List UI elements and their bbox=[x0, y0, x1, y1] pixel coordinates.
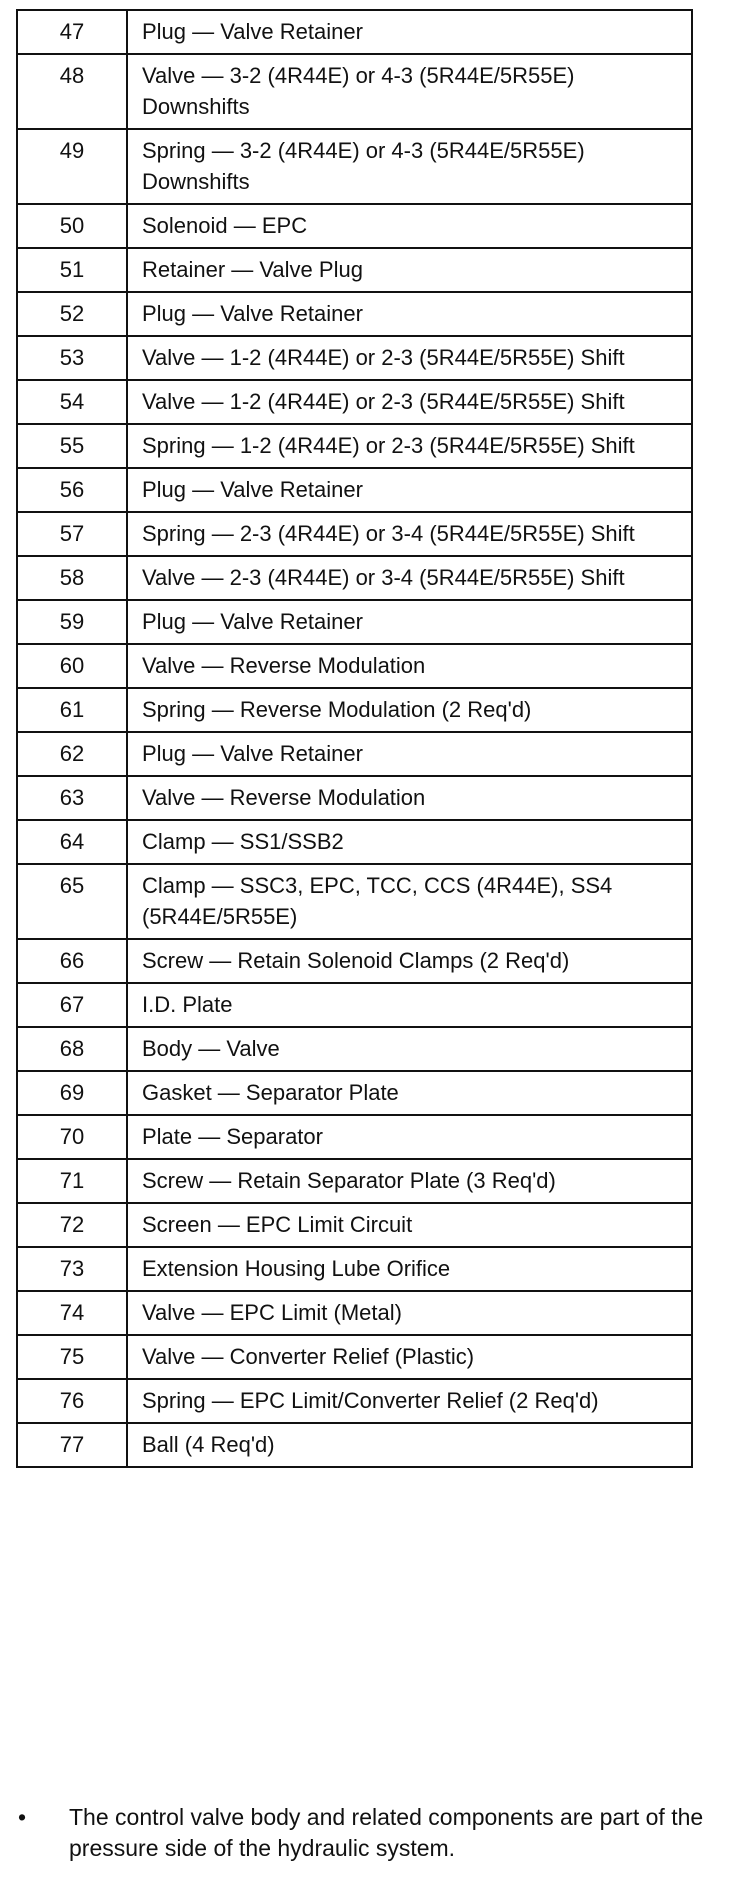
table-row bbox=[17, 1027, 692, 1071]
table-row bbox=[17, 600, 692, 644]
part-description: Valve — 3-2 (4R44E) or 4-3 (5R44E/5R55E) Downshifts bbox=[127, 54, 692, 129]
table-row bbox=[17, 380, 692, 424]
part-description: Plug — Valve Retainer bbox=[127, 10, 692, 54]
table-row bbox=[17, 292, 692, 336]
part-number: 70 bbox=[17, 1115, 127, 1159]
part-number: 64 bbox=[17, 820, 127, 864]
part-number: 61 bbox=[17, 688, 127, 732]
part-number: 76 bbox=[17, 1379, 127, 1423]
table-row bbox=[17, 1291, 692, 1335]
table-row bbox=[17, 336, 692, 380]
part-description: Spring — 3-2 (4R44E) or 4-3 (5R44E/5R55E) Downshifts bbox=[127, 129, 692, 204]
part-number: 60 bbox=[17, 644, 127, 688]
parts-table bbox=[16, 9, 693, 1468]
part-number: 49 bbox=[17, 129, 127, 204]
table-row bbox=[17, 468, 692, 512]
part-description: I.D. Plate bbox=[127, 983, 692, 1027]
table-row bbox=[17, 864, 692, 939]
table-row bbox=[17, 1335, 692, 1379]
table-row bbox=[17, 1159, 692, 1203]
part-description: Screw — Retain Separator Plate (3 Req'd) bbox=[127, 1159, 692, 1203]
part-number: 54 bbox=[17, 380, 127, 424]
footnote bbox=[18, 1802, 708, 1864]
part-description: Spring — 2-3 (4R44E) or 3-4 (5R44E/5R55E) Shift bbox=[127, 512, 692, 556]
part-description: Plug — Valve Retainer bbox=[127, 732, 692, 776]
part-number: 77 bbox=[17, 1423, 127, 1467]
part-description: Spring — 1-2 (4R44E) or 2-3 (5R44E/5R55E) Shift bbox=[127, 424, 692, 468]
part-description: Screen — EPC Limit Circuit bbox=[127, 1203, 692, 1247]
part-number: 66 bbox=[17, 939, 127, 983]
table-row bbox=[17, 688, 692, 732]
table-row bbox=[17, 1379, 692, 1423]
part-description: Plug — Valve Retainer bbox=[127, 292, 692, 336]
part-number: 69 bbox=[17, 1071, 127, 1115]
table-row bbox=[17, 1115, 692, 1159]
table-row bbox=[17, 1423, 692, 1467]
bullet-icon: • bbox=[18, 1804, 27, 1830]
part-number: 57 bbox=[17, 512, 127, 556]
part-description: Plug — Valve Retainer bbox=[127, 468, 692, 512]
part-description: Valve — 1-2 (4R44E) or 2-3 (5R44E/5R55E) Shift bbox=[127, 336, 692, 380]
table-row bbox=[17, 129, 692, 204]
table-row bbox=[17, 820, 692, 864]
part-number: 68 bbox=[17, 1027, 127, 1071]
part-description: Extension Housing Lube Orifice bbox=[127, 1247, 692, 1291]
part-description: Valve — Converter Relief (Plastic) bbox=[127, 1335, 692, 1379]
part-number: 65 bbox=[17, 864, 127, 939]
part-number: 75 bbox=[17, 1335, 127, 1379]
part-number: 71 bbox=[17, 1159, 127, 1203]
part-number: 53 bbox=[17, 336, 127, 380]
part-number: 56 bbox=[17, 468, 127, 512]
part-number: 72 bbox=[17, 1203, 127, 1247]
table-row bbox=[17, 248, 692, 292]
part-description: Body — Valve bbox=[127, 1027, 692, 1071]
part-number: 51 bbox=[17, 248, 127, 292]
table-row bbox=[17, 424, 692, 468]
part-description: Plate — Separator bbox=[127, 1115, 692, 1159]
part-description: Ball (4 Req'd) bbox=[127, 1423, 692, 1467]
part-number: 59 bbox=[17, 600, 127, 644]
part-number: 58 bbox=[17, 556, 127, 600]
table-row bbox=[17, 512, 692, 556]
table-row bbox=[17, 54, 692, 129]
part-description: Clamp — SS1/SSB2 bbox=[127, 820, 692, 864]
part-description: Spring — EPC Limit/Converter Relief (2 Req'd) bbox=[127, 1379, 692, 1423]
table-row bbox=[17, 644, 692, 688]
part-number: 67 bbox=[17, 983, 127, 1027]
part-description: Solenoid — EPC bbox=[127, 204, 692, 248]
table-row bbox=[17, 983, 692, 1027]
table-row bbox=[17, 10, 692, 54]
table-row bbox=[17, 776, 692, 820]
part-description: Spring — Reverse Modulation (2 Req'd) bbox=[127, 688, 692, 732]
part-description: Valve — 1-2 (4R44E) or 2-3 (5R44E/5R55E) Shift bbox=[127, 380, 692, 424]
part-description: Plug — Valve Retainer bbox=[127, 600, 692, 644]
part-number: 48 bbox=[17, 54, 127, 129]
parts-table-body bbox=[17, 10, 692, 1467]
part-description: Gasket — Separator Plate bbox=[127, 1071, 692, 1115]
part-number: 63 bbox=[17, 776, 127, 820]
table-row bbox=[17, 1071, 692, 1115]
part-number: 55 bbox=[17, 424, 127, 468]
part-number: 73 bbox=[17, 1247, 127, 1291]
table-row bbox=[17, 556, 692, 600]
part-number: 74 bbox=[17, 1291, 127, 1335]
part-number: 47 bbox=[17, 10, 127, 54]
table-row bbox=[17, 939, 692, 983]
table-row bbox=[17, 204, 692, 248]
table-row bbox=[17, 1247, 692, 1291]
part-description: Valve — Reverse Modulation bbox=[127, 644, 692, 688]
part-description: Valve — EPC Limit (Metal) bbox=[127, 1291, 692, 1335]
part-description: Valve — 2-3 (4R44E) or 3-4 (5R44E/5R55E) Shift bbox=[127, 556, 692, 600]
table-row bbox=[17, 732, 692, 776]
part-description: Clamp — SSC3, EPC, TCC, CCS (4R44E), SS4 (5R44E/5R55E) bbox=[127, 864, 692, 939]
part-description: Screw — Retain Solenoid Clamps (2 Req'd) bbox=[127, 939, 692, 983]
part-description: Retainer — Valve Plug bbox=[127, 248, 692, 292]
part-number: 52 bbox=[17, 292, 127, 336]
table-row bbox=[17, 1203, 692, 1247]
part-number: 62 bbox=[17, 732, 127, 776]
part-number: 50 bbox=[17, 204, 127, 248]
footnote-text: The control valve body and related components are part of the pressure side of the hydraulic system. bbox=[69, 1804, 704, 1861]
part-description: Valve — Reverse Modulation bbox=[127, 776, 692, 820]
